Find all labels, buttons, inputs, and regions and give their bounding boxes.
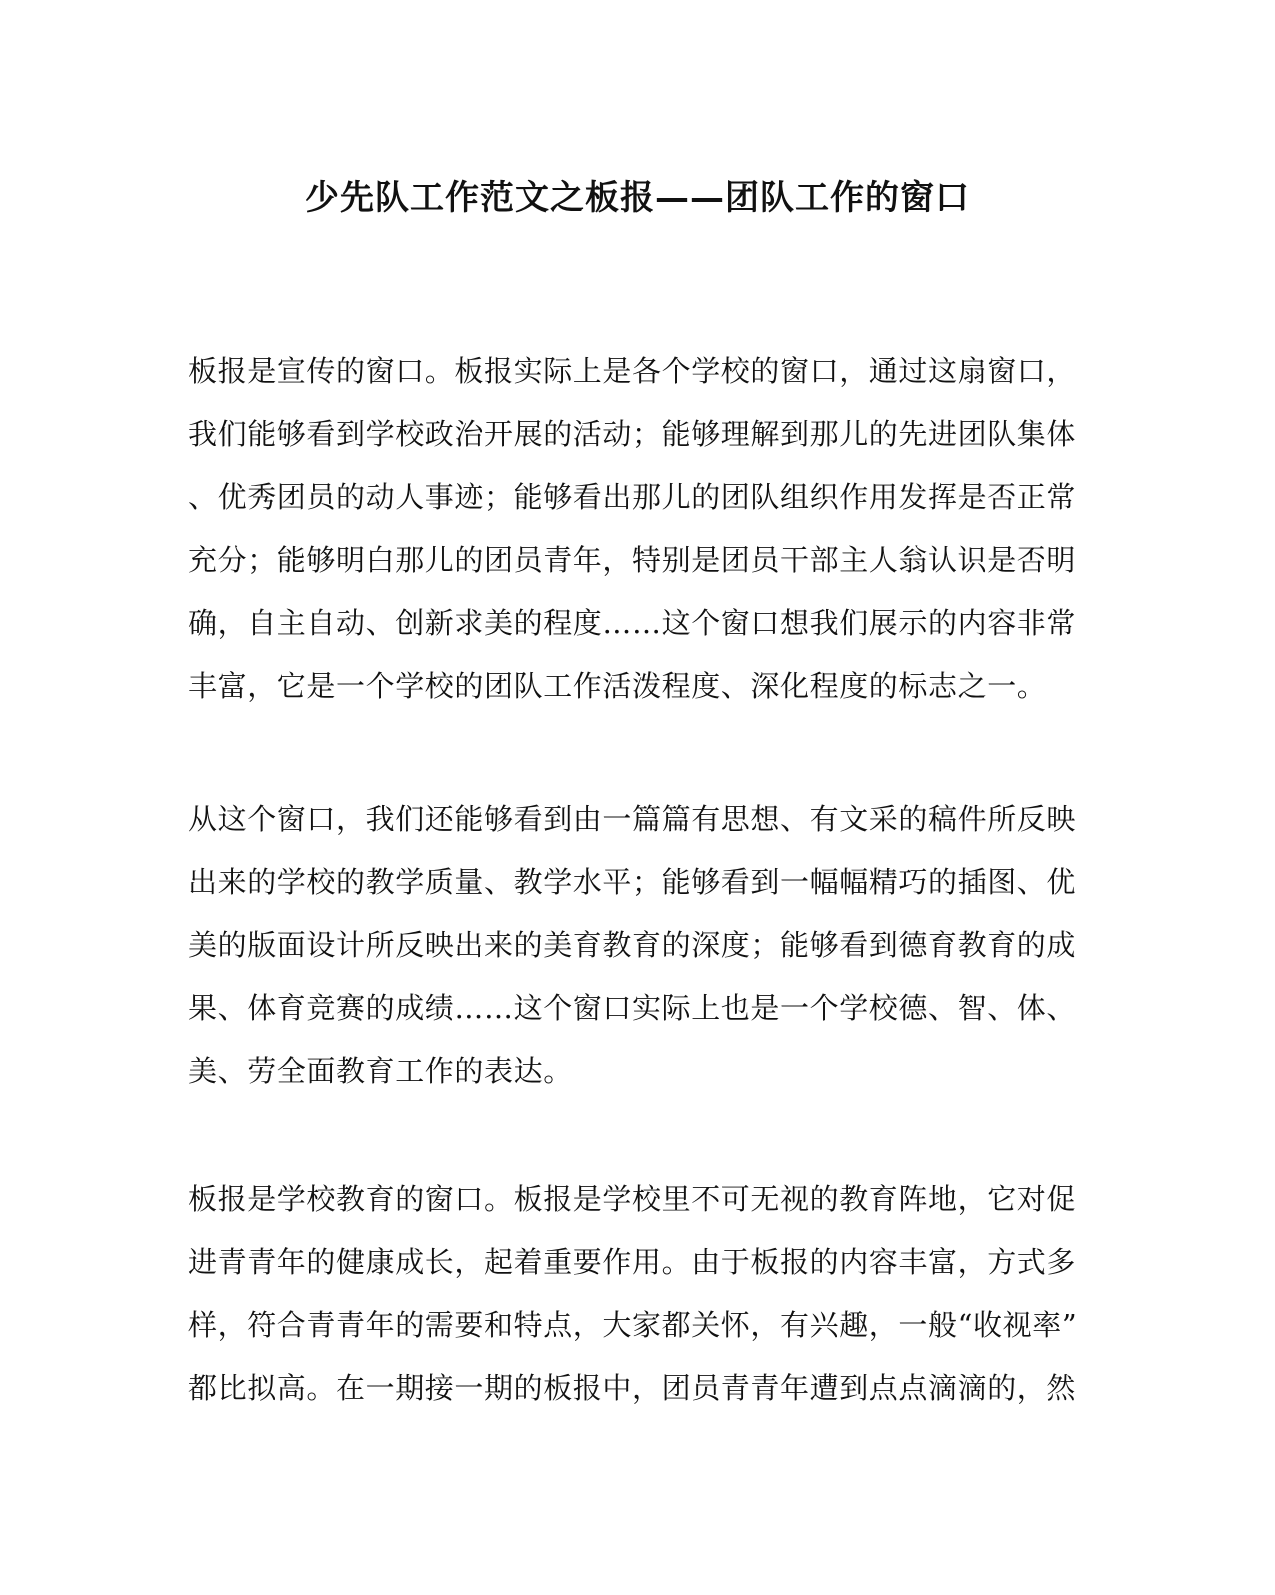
paragraph-line: 板报是学校教育的窗口。板报是学校里不可无视的教育阵地，它对促 xyxy=(188,1182,1077,1216)
paragraph-line: 充分；能够明白那儿的团员青年，特别是团员干部主人翁认识是否明 xyxy=(188,543,1077,577)
paragraph-line: 美、劳全面教育工作的表达。 xyxy=(188,1054,573,1088)
paragraph-line: 我们能够看到学校政治开展的活动；能够理解到那儿的先进团队集体 xyxy=(188,417,1077,451)
paragraph-line: 从这个窗口，我们还能够看到由一篇篇有思想、有文采的稿件所反映 xyxy=(188,802,1077,836)
paragraph-line: 美的版面设计所反映出来的美育教育的深度；能够看到德育教育的成 xyxy=(188,928,1077,962)
document-title: 少先队工作范文之板报——团队工作的窗口 xyxy=(305,178,970,218)
paragraph-line: 、优秀团员的动人事迹；能够看出那儿的团队组织作用发挥是否正常 xyxy=(188,480,1077,514)
paragraph-3 xyxy=(188,1168,1078,1420)
paragraph-1 xyxy=(188,340,1077,718)
paragraph-line: 进青青年的健康成长，起着重要作用。由于板报的内容丰富，方式多 xyxy=(188,1245,1077,1279)
paragraph-line: 样，符合青青年的需要和特点，大家都关怀，有兴趣，一般“收视率” xyxy=(188,1308,1078,1342)
paragraph-line: 都比拟高。在一期接一期的板报中，团员青青年遭到点点滴滴的，然 xyxy=(188,1371,1077,1405)
paragraph-line: 确，自主自动、创新求美的程度……这个窗口想我们展示的内容非常 xyxy=(188,606,1077,640)
paragraph-line: 出来的学校的教学质量、教学水平；能够看到一幅幅精巧的插图、优 xyxy=(188,865,1077,899)
paragraph-line: 板报是宣传的窗口。板报实际上是各个学校的窗口，通过这扇窗口， xyxy=(188,354,1077,388)
paragraph-2 xyxy=(188,788,1077,1103)
paragraph-line: 丰富，它是一个学校的团队工作活泼程度、深化程度的标志之一。 xyxy=(188,669,1047,703)
paragraph-line: 果、体育竞赛的成绩……这个窗口实际上也是一个学校德、智、体、 xyxy=(188,991,1077,1025)
